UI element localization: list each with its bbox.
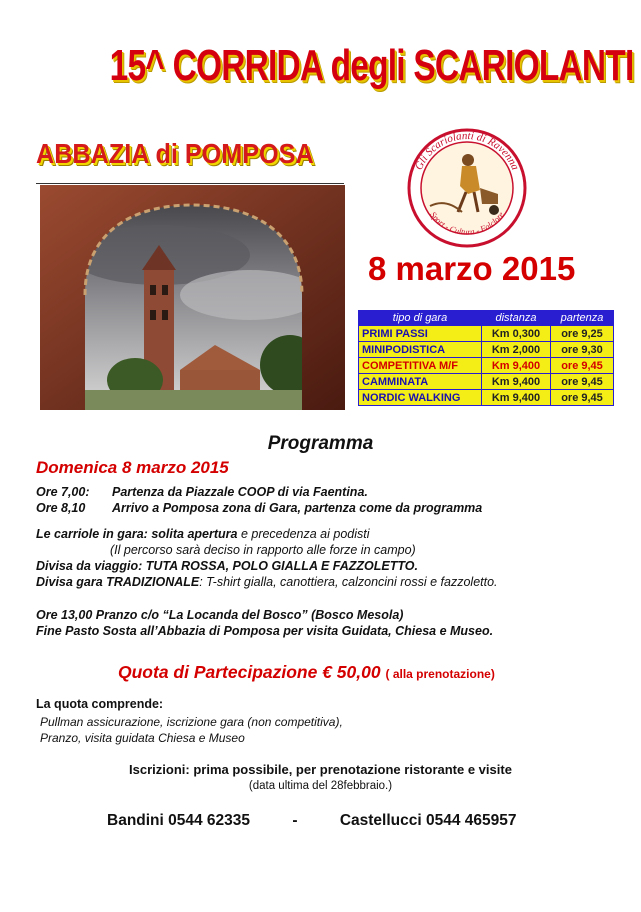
- column-header-type: tipo di gara: [359, 311, 482, 326]
- race-distance: Km 9,400: [482, 358, 551, 374]
- race-distance: Km 2,000: [482, 342, 551, 358]
- table-row: [359, 374, 614, 390]
- race-start: ore 9,45: [551, 358, 614, 374]
- fee-includes-line-2: Pranzo, visita guidata Chiesa e Museo: [40, 731, 245, 745]
- fee-includes-title: La quota comprende:: [36, 697, 164, 711]
- race-start: ore 9,45: [551, 390, 614, 406]
- logo-motto-text: Sport - Cultura - Folclore: [428, 209, 506, 237]
- divisa-viaggio: Divisa da viaggio: TUTA ROSSA, POLO GIALLA E FAZZOLETTO.: [36, 559, 418, 573]
- program-day: Domenica 8 marzo 2015: [36, 458, 229, 477]
- event-title: 15^ CORRIDA degli SCARIOLANTI: [109, 41, 634, 90]
- schedule-time-2: Ore 8,10: [36, 501, 86, 515]
- fine-pasto-line: Fine Pasto Sosta all’Abbazia di Pomposa per visita Guidata, Chiesa e Museo.: [36, 624, 494, 638]
- schedule-time-1: Ore 7,00:: [36, 485, 90, 499]
- program-title: Programma: [267, 433, 374, 454]
- race-type: MINIPODISTICA: [359, 342, 482, 358]
- carriole-bold: Le carriole in gara: solita apertura: [36, 527, 238, 541]
- race-start: ore 9,45: [551, 374, 614, 390]
- table-header-row: [359, 311, 614, 326]
- carriole-rest: e precedenza ai podisti: [237, 527, 370, 541]
- table-row: [359, 390, 614, 406]
- carriole-line: [36, 526, 370, 542]
- abbey-photo: [40, 185, 345, 410]
- participation-fee: [118, 662, 495, 683]
- club-logo: [406, 128, 528, 248]
- schedule-text-2: Arrivo a Pomposa zona di Gara, partenza come da programma: [112, 501, 483, 515]
- event-location: ABBAZIA di POMPOSA: [36, 138, 314, 169]
- contact-bandini: Bandini 0544 62335: [107, 812, 251, 829]
- race-start: ore 9,30: [551, 342, 614, 358]
- fee-includes-line-1: Pullman assicurazione, iscrizione gara (non competitiva),: [40, 715, 343, 729]
- table-row: [359, 358, 614, 374]
- race-type: CAMMINATA: [359, 374, 482, 390]
- pranzo-line: Ore 13,00 Pranzo c/o “La Locanda del Bosco” (Bosco Mesola): [36, 608, 404, 622]
- race-type: COMPETITIVA M/F: [359, 358, 482, 374]
- column-header-start: partenza: [551, 311, 614, 326]
- table-row: [359, 342, 614, 358]
- divider: [36, 183, 344, 184]
- table-row: [359, 326, 614, 342]
- fee-label: Quota di Partecipazione € 50,00: [118, 662, 381, 682]
- schedule-text-1: Partenza da Piazzale COOP di via Faentina.: [112, 485, 368, 499]
- event-date: 8 marzo 2015: [368, 250, 576, 287]
- race-start: ore 9,25: [551, 326, 614, 342]
- contact-castellucci: Castellucci 0544 465957: [339, 812, 517, 829]
- divisa-trad-rest: : T-shirt gialla, canottiera, calzoncini rossi e fazzoletto.: [199, 575, 498, 589]
- registration-deadline: (data ultima del 28febbraio.): [248, 780, 393, 792]
- abbey-photo-illustration: [40, 185, 345, 410]
- fee-note: ( alla prenotazione): [385, 667, 495, 681]
- race-distance: Km 0,300: [482, 326, 551, 342]
- race-distance: Km 9,400: [482, 374, 551, 390]
- logo-name-text: Gli Scariolanti di Ravenna: [412, 129, 522, 172]
- divisa-tradizionale: [36, 574, 498, 590]
- club-seal-icon: [406, 128, 528, 248]
- column-header-distance: distanza: [482, 311, 551, 326]
- contact-separator: -: [292, 812, 298, 829]
- divisa-trad-bold: Divisa gara TRADIZIONALE: [36, 575, 200, 589]
- race-distance: Km 9,400: [482, 390, 551, 406]
- percorso-note: (Il percorso sarà deciso in rapporto alle forze in campo): [110, 543, 416, 557]
- registration-text: Iscrizioni: prima possibile, per prenotazione ristorante e visite: [129, 762, 512, 777]
- race-table: [358, 310, 614, 406]
- race-type: NORDIC WALKING: [359, 390, 482, 406]
- race-type: PRIMI PASSI: [359, 326, 482, 342]
- contacts: [107, 812, 517, 830]
